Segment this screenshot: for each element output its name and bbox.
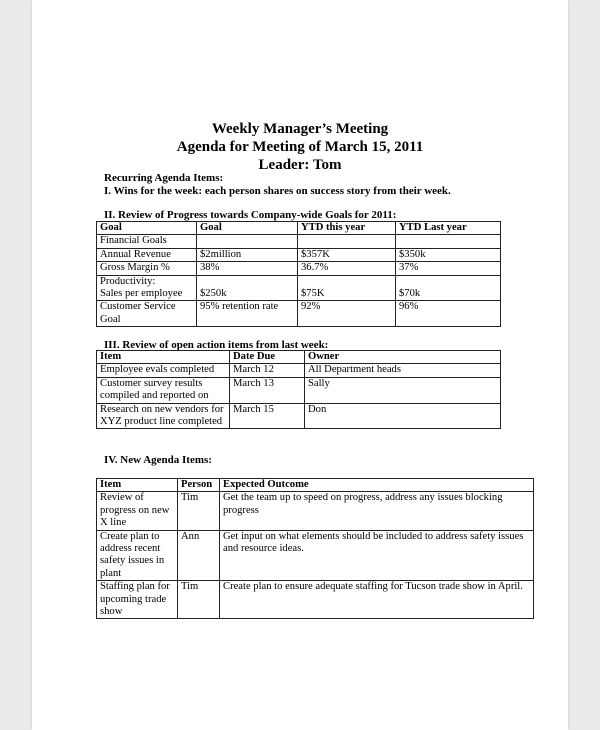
table-cell: Productivity: <box>97 275 197 288</box>
table-cell <box>298 275 396 288</box>
table-row <box>97 581 534 619</box>
table-cell: Customer Service Goal <box>97 301 197 327</box>
table-cell: Customer survey results compiled and reported on <box>97 377 230 403</box>
open-items-header: Date Due <box>230 351 305 364</box>
table-cell: Get the team up to speed on progress, address any issues blocking progress <box>220 492 534 530</box>
table-cell: Create plan to ensure adequate staffing for Tucson trade show in April. <box>220 581 534 619</box>
goals-header: YTD Last year <box>396 222 501 235</box>
table-cell: Annual Revenue <box>97 248 197 261</box>
table-cell: $350k <box>396 248 501 261</box>
wins-text: I. Wins for the week: each person shares on success story from their week. <box>104 185 451 197</box>
table-cell: $75K <box>298 288 396 301</box>
table-row <box>97 275 501 288</box>
table-cell: Employee evals completed <box>97 364 230 377</box>
table-cell: March 13 <box>230 377 305 403</box>
table-cell: All Department heads <box>305 364 501 377</box>
table-cell <box>298 235 396 248</box>
table-cell: $70k <box>396 288 501 301</box>
table-cell <box>197 235 298 248</box>
table-cell: $357K <box>298 248 396 261</box>
table-cell: Gross Margin % <box>97 262 197 275</box>
table-cell: Get input on what elements should be included to address safety issues and resource ideas. <box>220 530 534 581</box>
goals-header: Goal <box>197 222 298 235</box>
doc-title: Weekly Manager’s Meeting <box>211 121 389 137</box>
table-cell: $250k <box>197 288 298 301</box>
table-cell: 36.7% <box>298 262 396 275</box>
table-cell: 37% <box>396 262 501 275</box>
table-cell: Ann <box>178 530 220 581</box>
table-row <box>97 364 501 377</box>
table-cell: Staffing plan for upcoming trade show <box>97 581 178 619</box>
table-row <box>97 288 501 301</box>
open-items-table <box>96 350 501 429</box>
table-cell <box>197 275 298 288</box>
goals-header: YTD this year <box>298 222 396 235</box>
table-cell: March 12 <box>230 364 305 377</box>
document-page <box>32 0 568 730</box>
table-cell: Financial Goals <box>97 235 197 248</box>
new-items-table <box>96 478 534 619</box>
doc-subtitle: Agenda for Meeting of March 15, 2011 <box>176 139 424 155</box>
recurring-heading: Recurring Agenda Items: <box>104 172 224 184</box>
table-cell: 95% retention rate <box>197 301 298 327</box>
table-row <box>97 530 534 581</box>
review-heading: II. Review of Progress towards Company-wide Goals for 2011: <box>104 209 397 221</box>
table-cell: Tim <box>178 581 220 619</box>
goals-table <box>96 221 501 327</box>
open-items-header: Item <box>97 351 230 364</box>
table-row <box>97 301 501 327</box>
table-row <box>97 248 501 261</box>
goals-header-row <box>97 222 501 235</box>
new-items-header-row <box>97 479 534 492</box>
table-cell: 96% <box>396 301 501 327</box>
new-items-header: Item <box>97 479 178 492</box>
table-cell: March 15 <box>230 403 305 429</box>
table-cell: Review of progress on new X line <box>97 492 178 530</box>
table-cell: Create plan to address recent safety issues in plant <box>97 530 178 581</box>
table-cell <box>396 275 501 288</box>
table-row <box>97 235 501 248</box>
open-items-header: Owner <box>305 351 501 364</box>
table-cell: $2million <box>197 248 298 261</box>
table-row <box>97 492 534 530</box>
new-items-heading: IV. New Agenda Items: <box>104 454 212 466</box>
open-items-header-row <box>97 351 501 364</box>
table-row <box>97 262 501 275</box>
table-cell: Don <box>305 403 501 429</box>
table-row <box>97 377 501 403</box>
new-items-header: Expected Outcome <box>220 479 534 492</box>
table-cell: Research on new vendors for XYZ product line completed <box>97 403 230 429</box>
table-row <box>97 403 501 429</box>
table-cell: Tim <box>178 492 220 530</box>
table-cell: Sales per employee <box>97 288 197 301</box>
table-cell: 38% <box>197 262 298 275</box>
goals-header: Goal <box>97 222 197 235</box>
table-cell: Sally <box>305 377 501 403</box>
table-cell: 92% <box>298 301 396 327</box>
table-cell <box>396 235 501 248</box>
open-items-heading: III. Review of open action items from last week: <box>104 339 329 351</box>
doc-leader: Leader: Tom <box>258 157 342 173</box>
new-items-header: Person <box>178 479 220 492</box>
